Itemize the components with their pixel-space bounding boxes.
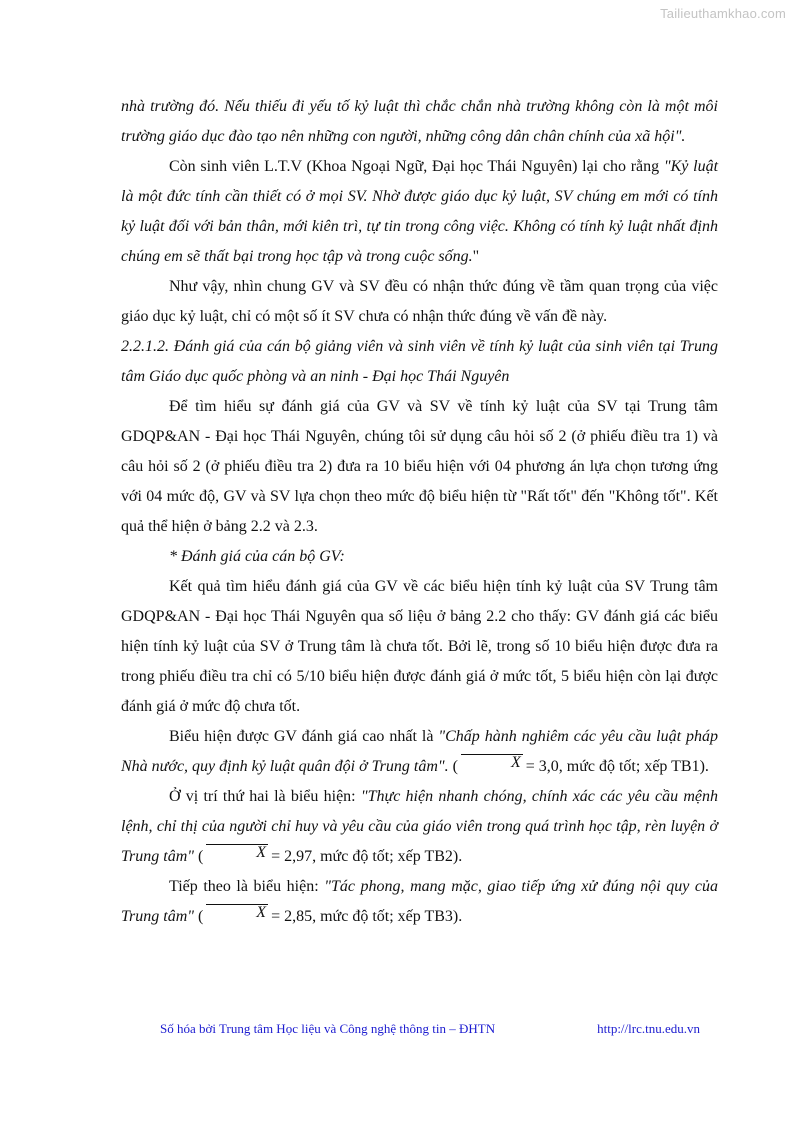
mean-x-bar-symbol: X xyxy=(206,904,268,921)
paragraph-student-opinion: Còn sinh viên L.T.V (Khoa Ngoại Ngữ, Đại học Thái Nguyên) lại cho rằng "Kỷ luật là một đức tính cần thiết có ở mọi SV. Nhờ được giáo dục kỷ luật, SV chúng em mới có tính kỷ luật đối với bản thân, mới kiên trì, tự tin trong công việc. Không có tính kỷ luật nhất định chúng em sẽ thất bại trong học tập và trong cuộc sống." xyxy=(121,158,719,265)
mean-x-bar-symbol: X xyxy=(461,754,523,771)
footer-credit: Số hóa bởi Trung tâm Học liệu và Công nghệ thông tin – ĐHTN xyxy=(160,1021,496,1036)
paragraph-quote-end: nhà trường đó. Nếu thiếu đi yếu tố kỷ luật thì chắc chắn nhà trường không còn là một môi trường giáo dục đào tạo nên những con người, những công dân chân chính của xã hội". xyxy=(121,98,718,145)
document-body xyxy=(121,92,718,932)
paragraph-rank-2: Ở vị trí thứ hai là biểu hiện: "Thực hiện nhanh chóng, chính xác các yêu cầu mệnh lệnh, chỉ thị của người chỉ huy và yêu cầu của giáo viên trong quá trình học tập, rèn luyện ở Trung tâm" ( X = 2,97, mức độ tốt; xếp TB2). xyxy=(121,788,719,865)
page-footer xyxy=(160,1021,700,1037)
mean-x-bar-symbol: X xyxy=(206,844,268,861)
paragraph-method: Để tìm hiểu sự đánh giá của GV và SV về tính kỷ luật của SV tại Trung tâm GDQP&AN - Đại học Thái Nguyên, chúng tôi sử dụng câu hỏi số 2 (ở phiếu điều tra 1) và câu hỏi số 2 (ở phiếu điều tra 2) đưa ra 10 biểu hiện với 04 phương án lựa chọn tương ứng với 04 mức độ, GV và SV lựa chọn theo mức độ biểu hiện từ "Rất tốt" đến "Không tốt". Kết quả thể hiện ở bảng 2.2 và 2.3. xyxy=(121,398,718,535)
section-heading: 2.2.1.2. Đánh giá của cán bộ giảng viên và sinh viên về tính kỷ luật của sinh viên tại Trung tâm Giáo dục quốc phòng và an ninh - Đại học Thái Nguyên xyxy=(121,338,718,385)
paragraph-results: Kết quả tìm hiểu đánh giá của GV về các biểu hiện tính kỷ luật của SV Trung tâm GDQP&AN - Đại học Thái Nguyên qua số liệu ở bảng 2.2 cho thấy: GV đánh giá các biểu hiện tính kỷ luật của SV ở Trung tâm là chưa tốt. Bởi lẽ, trong số 10 biểu hiện được đưa ra trong phiếu điều tra chỉ có 5/10 biểu hiện được đánh giá ở mức tốt, 5 biểu hiện còn lại được đánh giá ở mức độ chưa tốt. xyxy=(121,578,718,715)
paragraph-summary: Như vậy, nhìn chung GV và SV đều có nhận thức đúng về tầm quan trọng của việc giáo dục kỷ luật, chỉ có một số ít SV chưa có nhận thức đúng về vấn đề này. xyxy=(121,278,718,325)
footer-link[interactable]: http://lrc.tnu.edu.vn xyxy=(597,1021,700,1036)
subheading: * Đánh giá của cán bộ GV: xyxy=(169,548,345,565)
watermark: Tailieuthamkhao.com xyxy=(660,6,786,21)
paragraph-rank-3: Tiếp theo là biểu hiện: "Tác phong, mang mặc, giao tiếp ứng xử đúng nội quy của Trung tâm" ( X = 2,85, mức độ tốt; xếp TB3). xyxy=(121,878,719,925)
paragraph-rank-1: Biểu hiện được GV đánh giá cao nhất là "Chấp hành nghiêm các yêu cầu luật pháp Nhà nước, quy định kỷ luật quân đội ở Trung tâm". ( X = 3,0, mức độ tốt; xếp TB1). xyxy=(121,728,719,775)
